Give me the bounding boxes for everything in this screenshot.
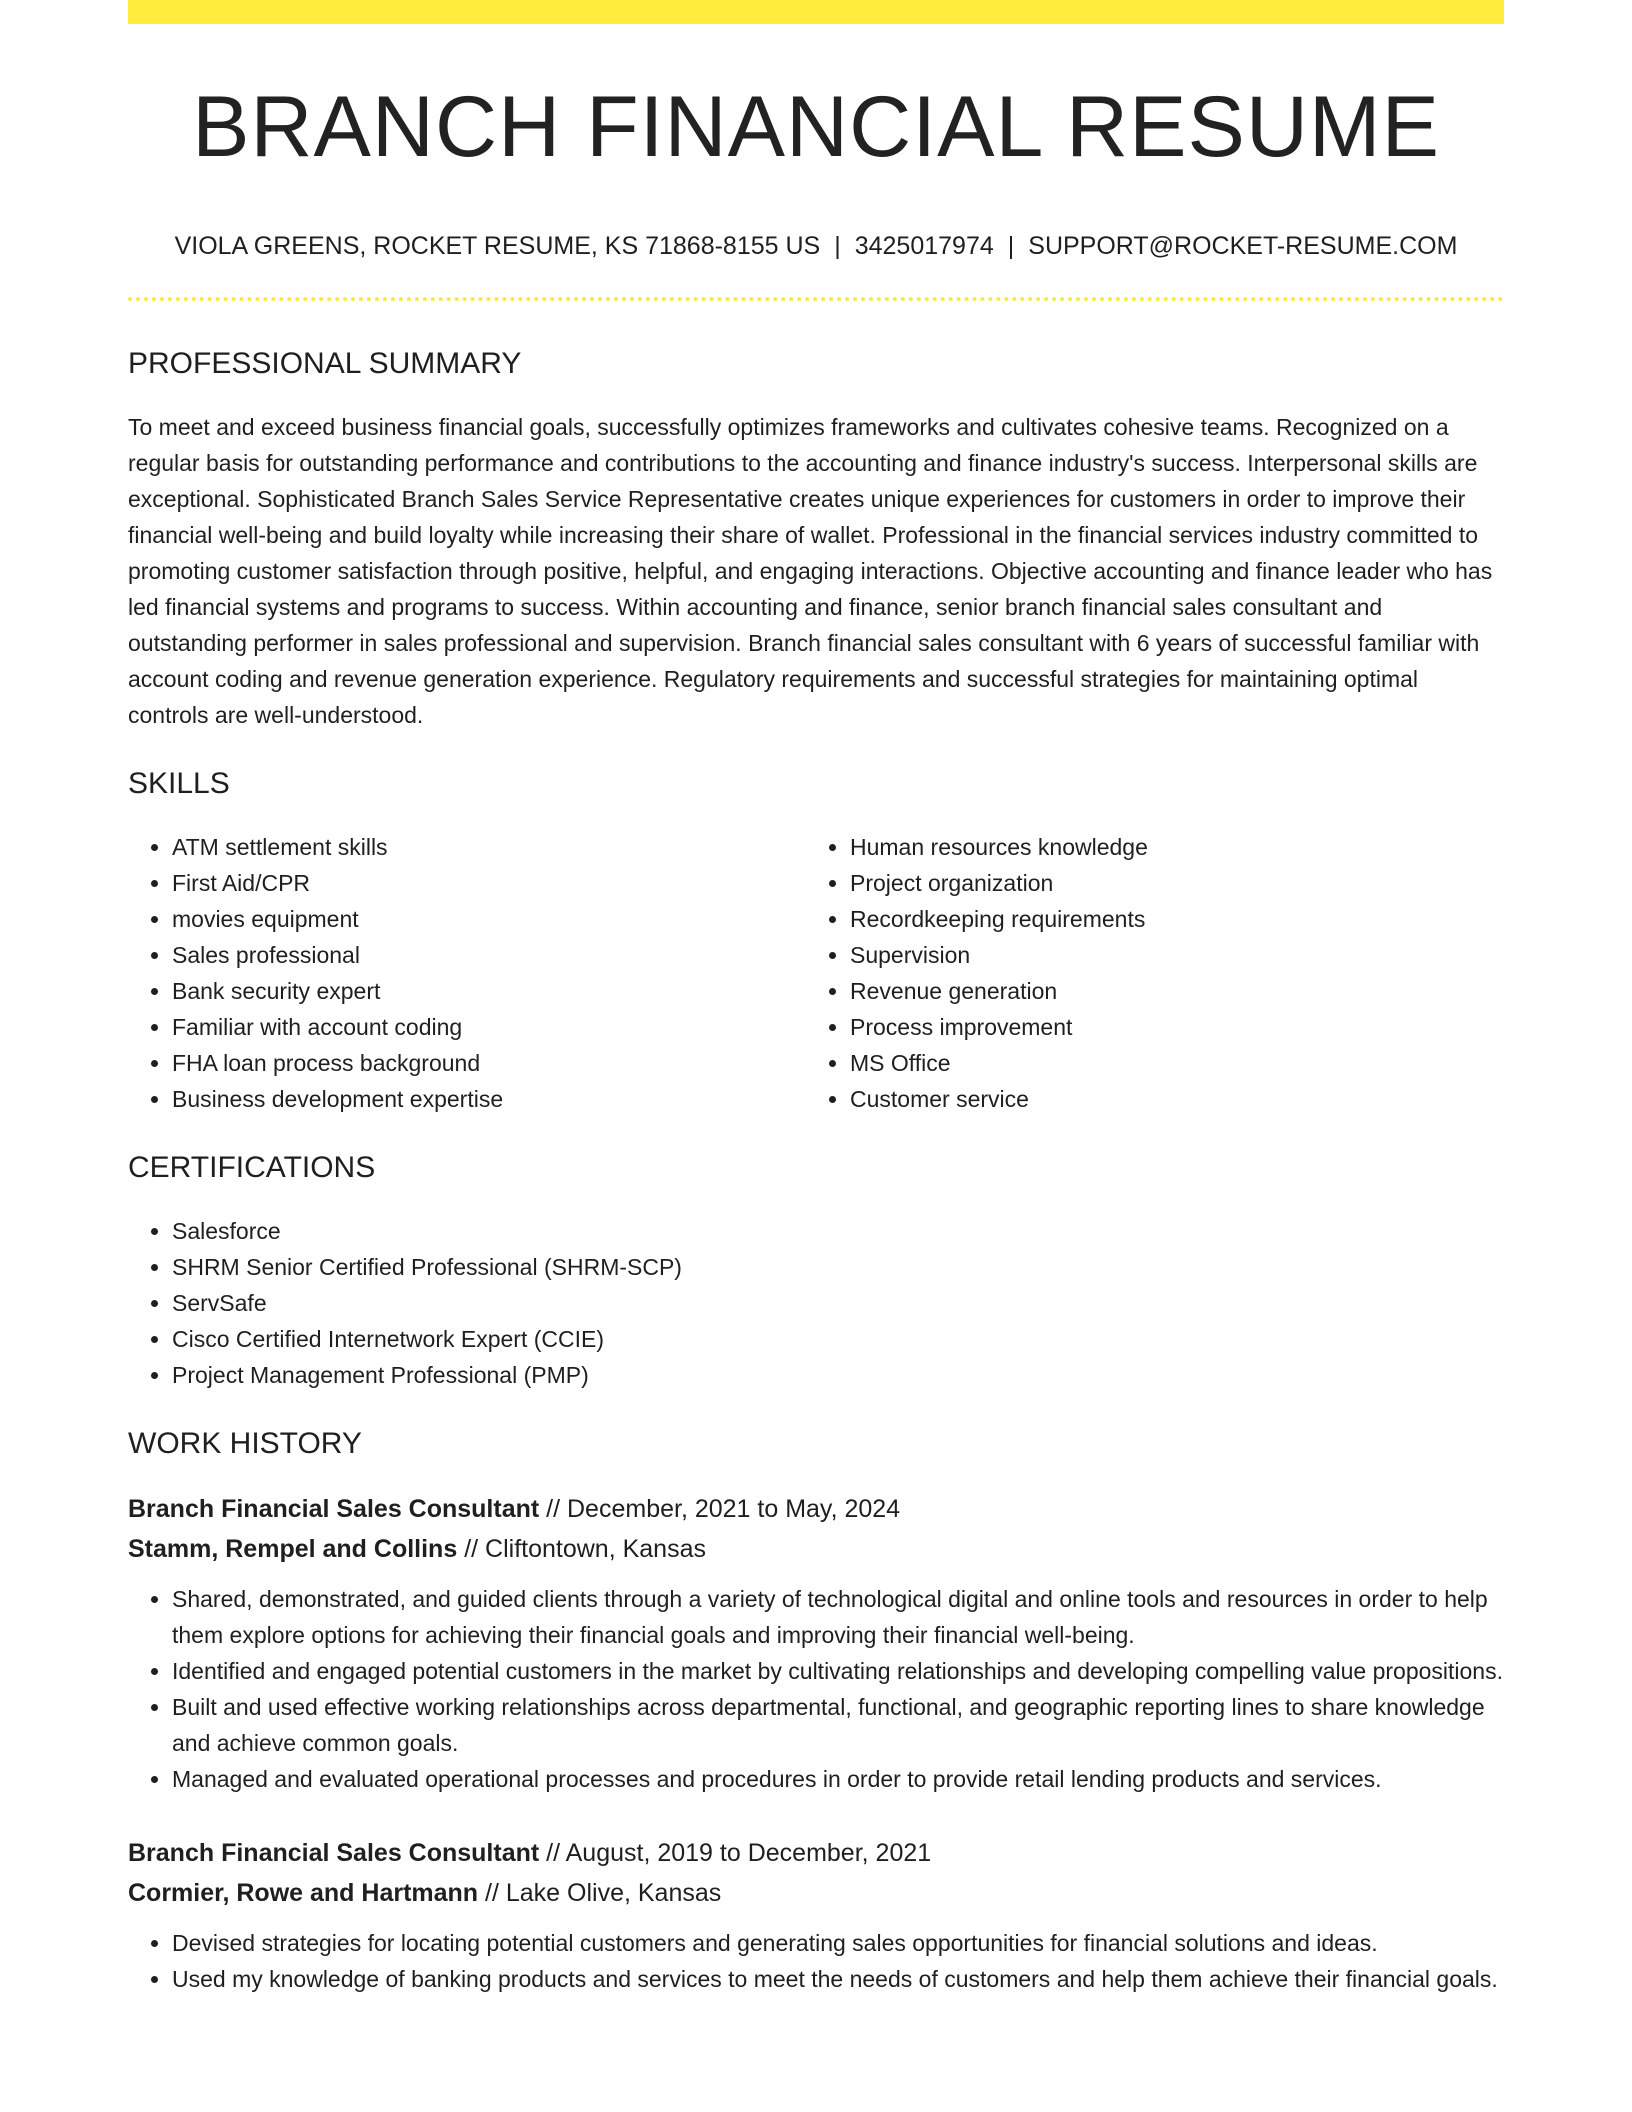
contact-separator: |: [834, 232, 841, 260]
job-bullet: • Used my knowledge of banking products and services to meet the needs of customers and help them achieve their financial goals.: [172, 1961, 1504, 1997]
certifications-list: [128, 1213, 1504, 1393]
job-company: Stamm, Rempel and Collins: [128, 1535, 458, 1563]
skill-item: • Project organization: [850, 865, 1484, 901]
skills-right-list: [806, 829, 1484, 1117]
skill-item: • Process improvement: [850, 1009, 1484, 1045]
skill-item: • Bank security expert: [172, 973, 806, 1009]
skill-item: • Familiar with account coding: [172, 1009, 806, 1045]
contact-phone[interactable]: 3425017974: [854, 232, 994, 260]
summary-heading: PROFESSIONAL SUMMARY: [128, 347, 522, 380]
job-dates: // August, 2019 to December, 2021: [539, 1839, 932, 1867]
skill-item: • FHA loan process background: [172, 1045, 806, 1081]
resume-title: BRANCH FINANCIAL RESUME: [192, 79, 1440, 175]
job-bullet-list: [128, 1581, 1504, 1797]
job-company: Cormier, Rowe and Hartmann: [128, 1879, 479, 1907]
job-company-line: [128, 1873, 1504, 1913]
skills-left-list: [128, 829, 806, 1117]
contact-email[interactable]: SUPPORT@ROCKET-RESUME.COM: [1028, 232, 1458, 260]
job-title-line: [128, 1833, 1504, 1873]
job-company-line: [128, 1529, 1504, 1569]
job-title-line: [128, 1489, 1504, 1529]
contact-separator: |: [1007, 232, 1015, 260]
skill-item: • Supervision: [850, 937, 1484, 973]
job-location: // Cliftontown, Kansas: [457, 1535, 706, 1563]
skill-item: • Revenue generation: [850, 973, 1484, 1009]
contact-address: VIOLA GREENS, ROCKET RESUME, KS 71868-8155 US: [174, 232, 821, 260]
skill-item: • MS Office: [850, 1045, 1484, 1081]
skills-heading: SKILLS: [128, 767, 230, 800]
certification-item: • ServSafe: [172, 1285, 1504, 1321]
job-title: Branch Financial Sales Consultant: [128, 1839, 540, 1867]
summary-text: To meet and exceed business financial goals, successfully optimizes frameworks and cultivates cohesive teams. Recognized on a regular basis for outstanding performance and contributions to the accounting and finance industry's success. Interpersonal skills are exceptional. Sophisticated Branch Sales Service Representative creates unique experiences for customers in order to improve their financial well-being and build loyalty while increasing their share of wallet. Professional in the financial services industry committed to promoting customer satisfaction through positive, helpful, and engaging interactions. Objective accounting and finance leader who has led financial systems and programs to success. Within accounting and finance, senior branch financial sales consultant and outstanding performer in sales professional and supervision. Branch financial sales consultant with 6 years of successful familiar with account coding and revenue generation experience. Regulatory requirements and successful strategies for maintaining optimal controls are well-understood.: [128, 414, 1493, 728]
job-bullet: • Managed and evaluated operational processes and procedures in order to provide retail lending products and services.: [172, 1761, 1504, 1797]
skill-item: • ATM settlement skills: [172, 829, 806, 865]
skills-columns: [128, 829, 1504, 1117]
job-location: // Lake Olive, Kansas: [478, 1879, 722, 1907]
job-bullet-list: [128, 1925, 1504, 1997]
job-dates: // December, 2021 to May, 2024: [539, 1495, 901, 1523]
certification-item: • Salesforce: [172, 1213, 1504, 1249]
dotted-divider: [128, 297, 1504, 301]
top-accent-bar: [128, 0, 1504, 24]
job-bullet: • Built and used effective working relationships across departmental, functional, and geographic reporting lines to share knowledge and achieve common goals.: [172, 1689, 1504, 1761]
certification-item: • Cisco Certified Internetwork Expert (CCIE): [172, 1321, 1504, 1357]
skill-item: • Human resources knowledge: [850, 829, 1484, 865]
certification-item: • SHRM Senior Certified Professional (SHRM-SCP): [172, 1249, 1504, 1285]
skill-item: • Business development expertise: [172, 1081, 806, 1117]
skill-item: • Sales professional: [172, 937, 806, 973]
skill-item: • movies equipment: [172, 901, 806, 937]
certifications-heading: CERTIFICATIONS: [128, 1151, 376, 1184]
skill-item: • Customer service: [850, 1081, 1484, 1117]
job-entry: [128, 1489, 1504, 1797]
job-bullet: • Devised strategies for locating potential customers and generating sales opportunities for financial solutions and ideas.: [172, 1925, 1504, 1961]
certification-item: • Project Management Professional (PMP): [172, 1357, 1504, 1393]
skill-item: • Recordkeeping requirements: [850, 901, 1484, 937]
job-bullet: • Shared, demonstrated, and guided clients through a variety of technological digital and online tools and resources in order to help them explore options for achieving their financial goals and improving their financial well-being.: [172, 1581, 1504, 1653]
contact-line: [128, 234, 1504, 259]
job-title: Branch Financial Sales Consultant: [128, 1495, 540, 1523]
job-entry: [128, 1833, 1504, 1997]
job-bullet: • Identified and engaged potential customers in the market by cultivating relationships and developing compelling value propositions.: [172, 1653, 1504, 1689]
skill-item: • First Aid/CPR: [172, 865, 806, 901]
work-history-heading: WORK HISTORY: [128, 1427, 362, 1460]
resume-page: [128, 0, 1504, 1997]
